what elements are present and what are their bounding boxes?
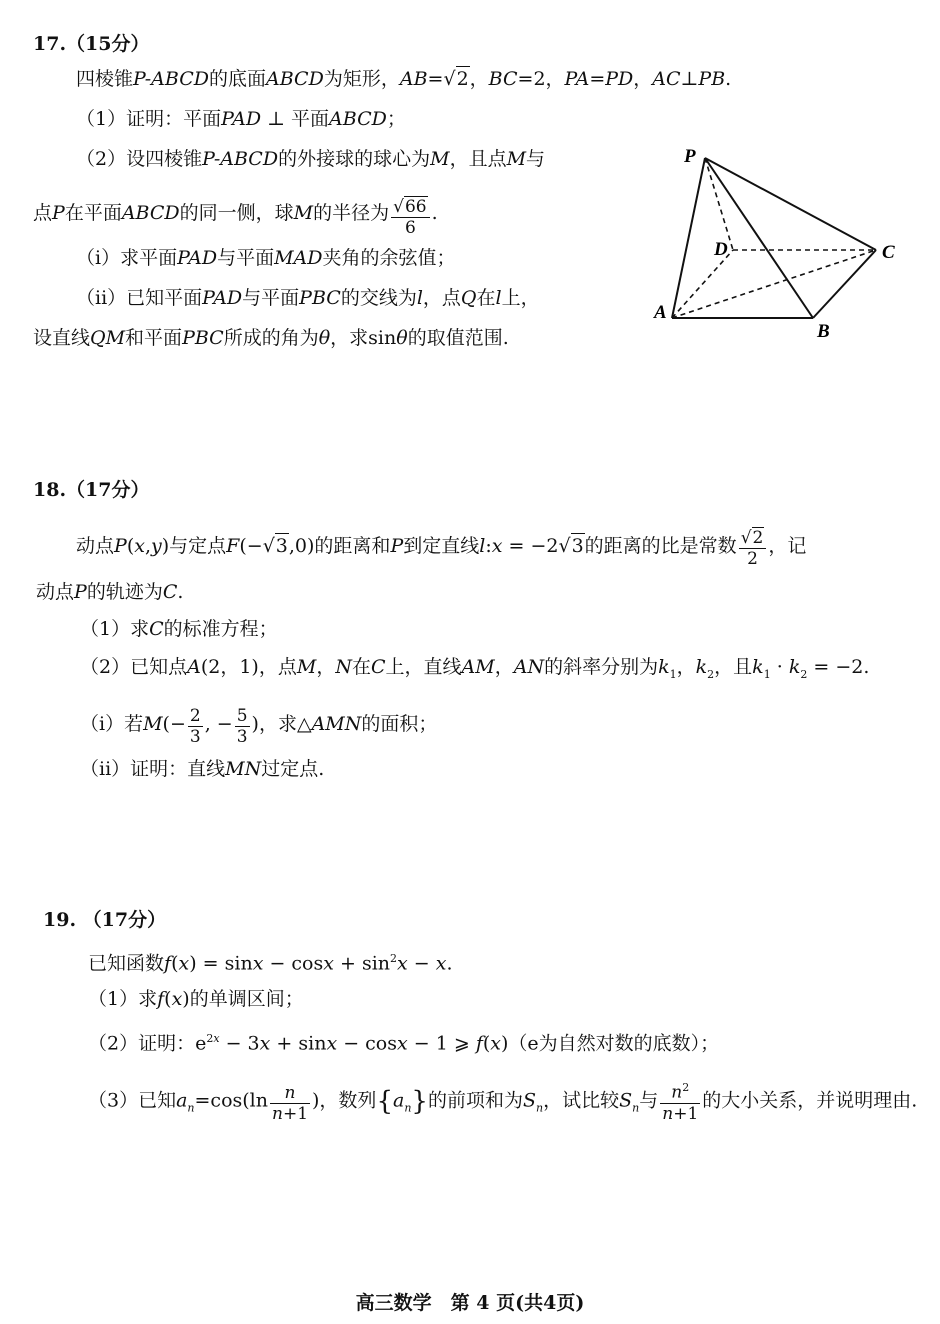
label-P: P [684,146,696,167]
q17-part1: （1）证明：平面PAD ⊥ 平面ABCD； [76,108,406,130]
q18-line2: 动点P的轨迹为C. [36,581,184,603]
q18-part2: （2）已知点A(2，1)，点M，N在C上，直线AM，AN的斜率分别为$k_1$，$k_2$，且$k_1 \cdot k_2 = -2$. [80,656,870,681]
label-A: A [654,302,667,323]
q17-part-ii-line2: 设直线QM和平面PBC所成的角为θ，求sinθ的取值范围. [33,327,509,349]
edge-PB [705,158,813,318]
q17-part2-line2: 点P在平面ABCD的同一侧，球M的半径为 $\frac{√66}{6}$ . [33,197,438,238]
q17-intro: 四棱锥P-ABCD的底面ABCD为矩形，AB=√2，BC=2，PA=PD，AC⊥PB. [76,68,732,90]
edge-AD [672,250,733,318]
q19-part1: （1）求f(x)的单调区间； [88,988,304,1010]
label-D: D [714,239,728,260]
q17-header: 17.（15分） [33,33,150,55]
q18-line1: 动点P(x,y)与定点F(−√3,0)的距离和P到定直线l:x = −2√3的距离的比是常数 $\frac{√2}{2}$ ，记 [76,528,807,569]
q18-part-ii: （ii）证明：直线MN过定点. [80,758,325,780]
edge-PA [672,158,705,318]
q17-part2-line1: （2）设四棱锥P-ABCD的外接球的球心为M，且点M与 [76,148,546,170]
q18-part1: （1）求C的标准方程； [80,618,278,640]
page-footer: 高三数学 第 4 页(共4页) [355,1292,585,1314]
label-C: C [882,242,895,263]
q18-part-i: （i）若M(− $\frac{2}{3}$ , − $\frac{5}{3}$ )，求△AMN的面积； [80,706,438,747]
q19-intro: 已知函数$f(x) = \sin x - \cos x + \sin^2x - x$. [88,952,453,975]
q17-part-i: （i）求平面PAD与平面MAD夹角的余弦值； [76,247,456,269]
q19-part2: （2）证明：$e^{2x} - 3x + \sin x - \cos x - 1$ ⩾ f(x)（e为自然对数的底数）； [88,1032,720,1055]
q18-header: 18.（17分） [33,479,150,501]
q17-part-ii-line1: （ii）已知平面PAD与平面PBC的交线为l，点Q在l上， [76,287,540,309]
pyramid-figure [650,140,910,350]
label-B: B [817,321,830,342]
edge-PC [705,158,876,250]
q19-header: 19. （17分） [43,909,167,931]
q19-part3: （3）已知$a_n=\cos(\ln$ $\frac{n}{n+1}$ )，数列$\{a_n\}$的前项和为$S_n$，试比较$S_n$与 $\frac{n^2}{n+1}$ 的大小关系，并说明理由. [88,1078,917,1124]
